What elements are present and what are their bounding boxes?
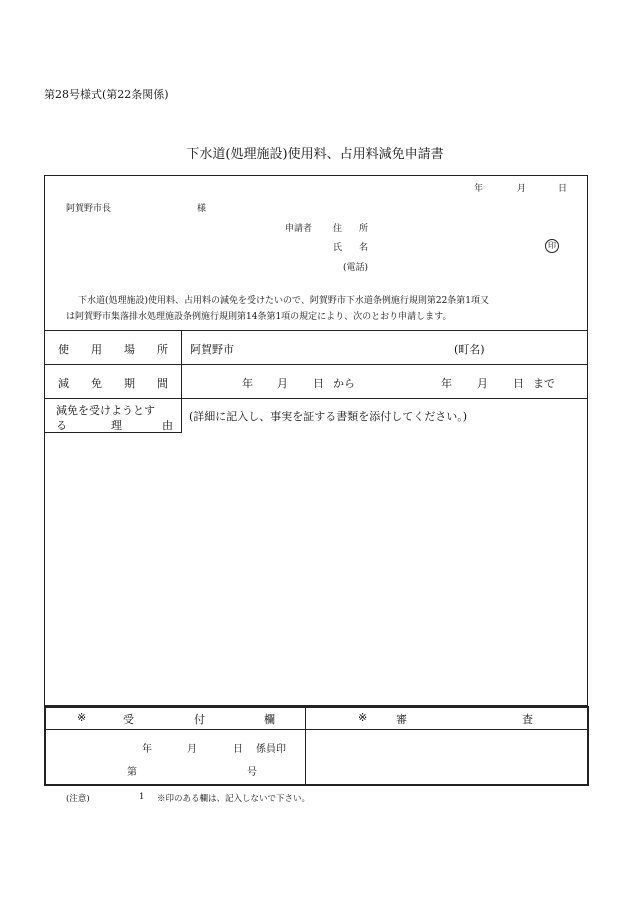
reason-label-line-2a: る	[56, 419, 67, 432]
reception-number-suffix: 号	[247, 767, 257, 778]
period-to-month: 月	[477, 377, 488, 390]
table-top-line	[44, 330, 588, 331]
location-city: 阿賀野市	[190, 343, 234, 356]
applicant-label: 申請者	[285, 224, 313, 234]
reception-month: 月	[187, 744, 197, 755]
addressee-mayor: 阿賀野市長	[66, 204, 112, 214]
location-town-placeholder: (町名)	[454, 343, 485, 356]
period-from-day: 日	[313, 377, 324, 390]
note-label: (注意)	[66, 794, 90, 804]
reception-day: 日	[233, 744, 243, 755]
reception-number-prefix: 第	[127, 767, 137, 778]
period-from-month: 月	[277, 377, 288, 390]
office-use-header-line	[44, 729, 589, 730]
form-number: 第28号様式(第22条関係)	[44, 88, 169, 101]
period-to-suffix: まで	[533, 377, 555, 390]
period-to-year: 年	[441, 377, 452, 390]
location-label: 使用場所	[58, 343, 190, 356]
date-day: 日	[558, 184, 568, 194]
period-to-day: 日	[513, 377, 524, 390]
reception-header-char: 付	[194, 713, 205, 726]
reception-header-mark: ※	[77, 711, 87, 724]
seal-icon: 印	[545, 239, 559, 253]
application-form	[44, 175, 588, 706]
reception-header-char: 受	[123, 713, 134, 726]
office-use-column-divider	[305, 706, 306, 786]
applicant-name-label: 氏 名	[333, 243, 373, 253]
reception-year: 年	[142, 744, 152, 755]
review-header-b: 査	[522, 713, 533, 726]
review-header-a: 審	[396, 713, 407, 726]
period-from-year: 年	[242, 377, 253, 390]
applicant-phone-label: (電話)	[343, 263, 369, 273]
review-header-mark: ※	[358, 711, 368, 724]
reception-header-char: 欄	[264, 713, 275, 726]
page-title: 下水道(処理施設)使用料、占用料減免申請書	[186, 147, 444, 162]
reason-instruction: (詳細に記入し、事実を証する書類を添付してください。)	[189, 410, 468, 423]
reason-label-line-2c: 由	[162, 419, 173, 432]
note-text: ※印のある欄は、記入しないで下さい。	[157, 794, 311, 804]
reason-label-line-1: 減免を受けようとす	[56, 404, 155, 417]
intro-text-line-1: 下水道(処理施設)使用料、占用料の減免を受けたいので、阿賀野市下水道条例施行規則第22条第1項又	[78, 296, 490, 306]
addressee-honorific: 様	[197, 204, 207, 214]
row-divider	[44, 364, 588, 365]
note-number: 1	[139, 792, 145, 802]
intro-text-line-2: は阿賀野市集落排水処理施設条例施行規則第14条第1項の規定により、次のとおり申請します。	[66, 312, 452, 322]
applicant-address-label: 住 所	[333, 224, 373, 234]
reception-staff-seal: 係員印	[256, 744, 286, 755]
date-month: 月	[517, 184, 527, 194]
reason-label-line-2b: 理	[111, 419, 122, 432]
period-from-suffix: から	[333, 377, 355, 390]
period-label: 減免期間	[58, 377, 190, 390]
date-year: 年	[474, 184, 484, 194]
